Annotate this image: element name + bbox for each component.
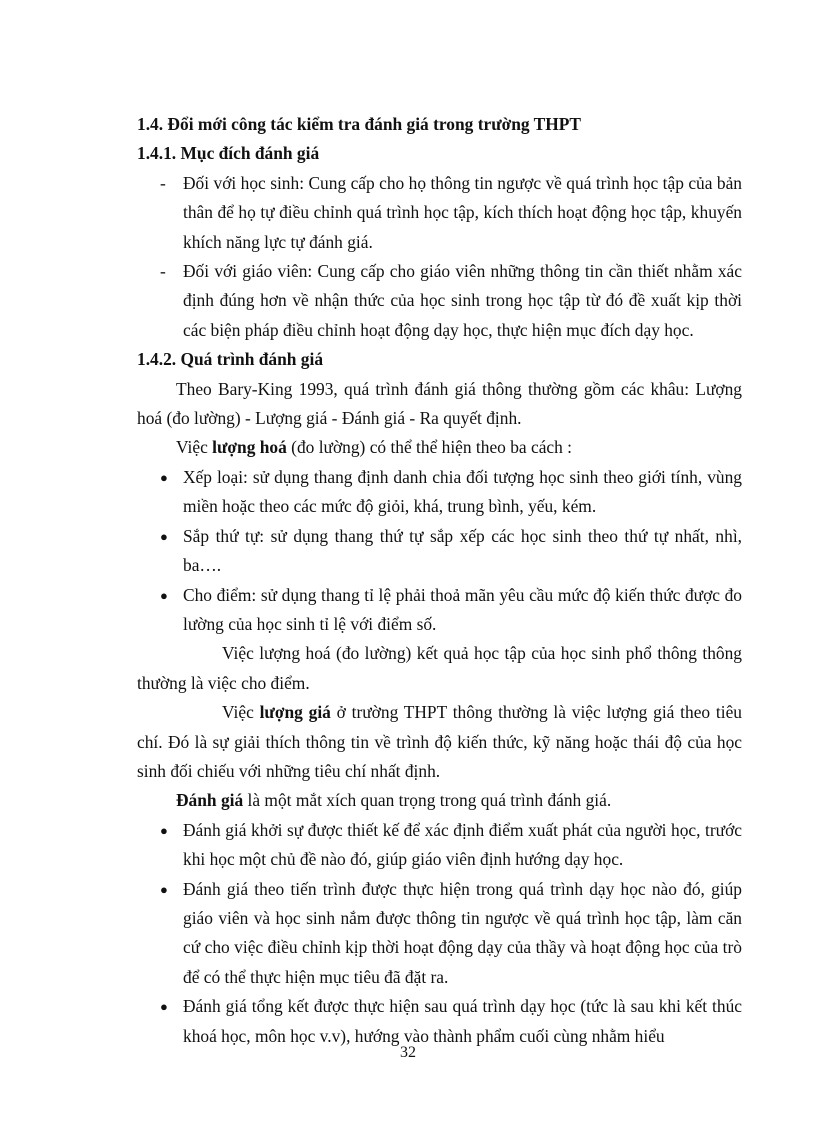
text-run: (đo lường) có thể thể hiện theo ba cách : [286,437,573,458]
purpose-list [137,169,742,345]
bold-term: lượng giá [259,702,331,723]
round-bullet-icon: ● [160,881,168,897]
list-item [137,169,742,257]
section-heading-1-4-2: 1.4.2. Quá trình đánh giá [137,349,324,370]
list-item-text: Đối với giáo viên: Cung cấp cho giáo viên những thông tin cần thiết nhằm xác định đúng hơn về nhận thức của học sinh trong học tập từ đó đề xuất kịp thời các biện pháp điều chỉnh hoạt động dạy học, thực hiện mục đích dạy học. [183,261,742,340]
list-item [137,581,742,640]
quantification-list [137,463,742,639]
text-run: là một mắt xích quan trọng trong quá trình đánh giá. [243,790,612,811]
list-item [137,522,742,581]
list-item [137,875,742,993]
list-item [137,816,742,875]
text-run: Việc [176,437,213,458]
paragraph-quantification [137,433,742,462]
section-heading-1-4: 1.4. Đổi mới công tác kiểm tra đánh giá trong trường THPT [137,114,582,134]
list-item-text: Đánh giá theo tiến trình được thực hiện trong quá trình dạy học nào đó, giúp giáo viên và học sinh nắm được thông tin ngược về quá trình học tập, làm căn cứ cho việc điều chỉnh kịp thời hoạt động dạy của thầy và hoạt động học của trò để có thể thực hiện mục tiêu đã đặt ra. [183,878,742,987]
paragraph-quant-conclusion: Việc lượng hoá (đo lường) kết quả học tập của học sinh phổ thông thông thường là việc cho điểm. [137,643,742,693]
list-item [137,463,742,522]
section-heading-1-4-1: 1.4.1. Mục đích đánh giá [137,143,320,164]
round-bullet-icon: ● [160,469,168,485]
list-item [137,257,742,345]
list-item-text: Xếp loại: sử dụng thang định danh chia đối tượng học sinh theo giới tính, vùng miền hoặc theo các mức độ giỏi, khá, trung bình, yếu, kém. [183,466,742,517]
dash-bullet-icon: - [160,261,166,282]
round-bullet-icon: ● [160,822,168,838]
paragraph-evaluation [137,698,742,786]
assessment-list [137,816,742,1051]
list-item-text: Đánh giá tổng kết được thực hiện sau quá trình dạy học (tức là sau khi kết thúc khoá học, môn học v.v), hướng vào thành phẩm cuối cùng nhằm hiểu [183,996,742,1046]
list-item-text: Đánh giá khởi sự được thiết kế để xác định điểm xuất phát của người học, trước khi học một chủ đề nào đó, giúp giáo viên định hướng dạy học. [183,819,742,870]
dash-bullet-icon: - [160,172,166,193]
round-bullet-icon: ● [160,999,168,1015]
round-bullet-icon: ● [160,587,168,603]
round-bullet-icon: ● [160,528,168,544]
page-number: 32 [400,1044,416,1061]
text-run: Việc [222,702,260,723]
list-item [137,992,742,1051]
paragraph-assessment [137,786,742,815]
text-run: ở trường THPT thông thường là việc lượng giá theo tiêu chí. Đó là sự giải thích thông tin về trình độ kiến thức, kỹ năng hoặc thái độ của học sinh đối chiếu với những tiêu chí nhất định. [137,702,742,781]
bold-term: lượng hoá [212,437,287,458]
page-content [137,110,742,1051]
bold-term: Đánh giá [176,790,244,811]
paragraph-intro: Theo Bary-King 1993, quá trình đánh giá thông thường gồm các khâu: Lượng hoá (đo lường) - Lượng giá - Đánh giá - Ra quyết định. [137,378,742,429]
list-item-text: Cho điểm: sử dụng thang tỉ lệ phải thoả mãn yêu cầu mức độ kiến thức được đo lường của học sinh tỉ lệ với điểm số. [183,584,742,634]
list-item-text: Đối với học sinh: Cung cấp cho họ thông tin ngược về quá trình học tập của bản thân để họ tự điều chỉnh quá trình học tập, kích thích hoạt động học tập, khuyến khích năng lực tự đánh giá. [183,172,742,252]
list-item-text: Sắp thứ tự: sử dụng thang thứ tự sắp xếp các học sinh theo thứ tự nhất, nhì, ba…. [183,525,742,576]
